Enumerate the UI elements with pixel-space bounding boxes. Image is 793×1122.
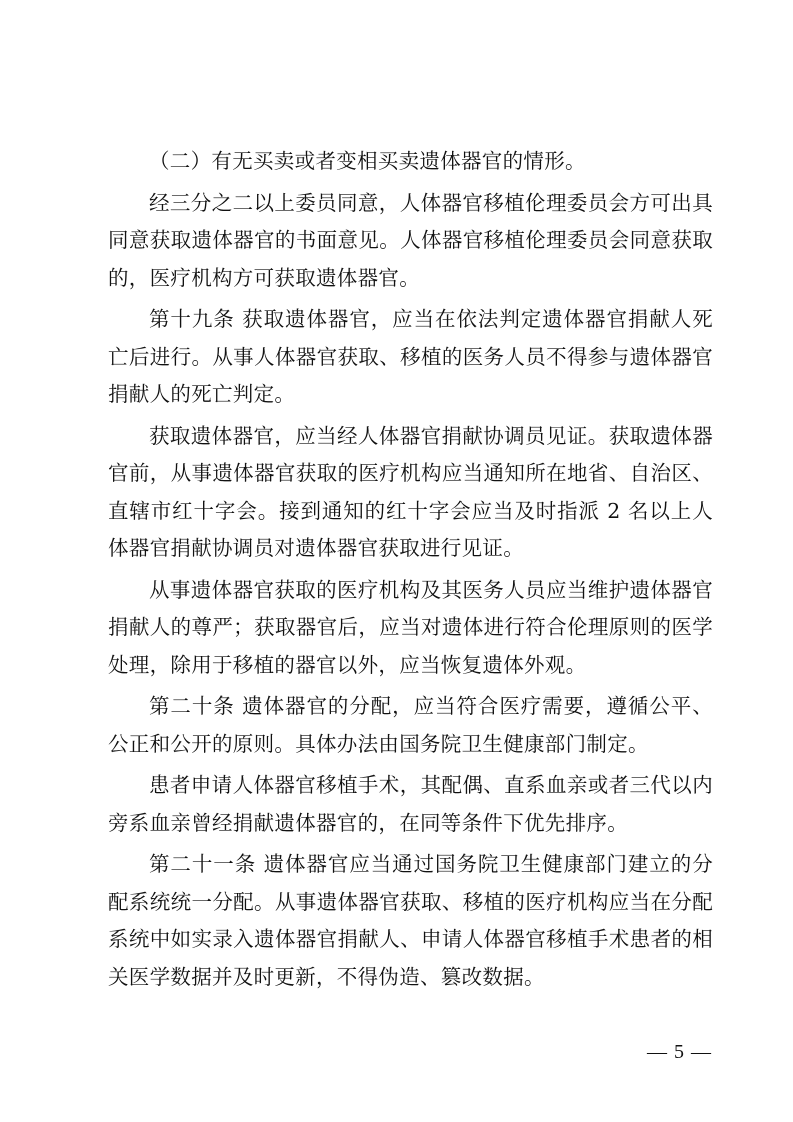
paragraph-item-2: （二）有无买卖或者变相买卖遗体器官的情形。: [149, 149, 586, 173]
paragraph-witness: 获取遗体器官，应当经人体器官捐献协调员见证。获取遗体器官前，从事遗体器官获取的医疗机构应当通知所在地省、自治区、直辖市红十字会。接到通知的红十字会应当及时指派 2 名以上人体器官捐献协调员对遗体器官获取进行见证。: [108, 423, 713, 560]
paragraph-article-19: 第十九条 获取遗体器官，应当在依法判定遗体器官捐献人死亡后进行。从事人体器官获取、移植的医务人员不得参与遗体器官捐献人的死亡判定。: [108, 307, 713, 406]
paragraph-article-20: 第二十条 遗体器官的分配，应当符合医疗需要，遵循公平、公正和公开的原则。具体办法由国务院卫生健康部门制定。: [108, 694, 713, 756]
document-body: [108, 143, 713, 996]
paragraph-committee-consent: 经三分之二以上委员同意，人体器官移植伦理委员会方可出具同意获取遗体器官的书面意见。人体器官移植伦理委员会同意获取的，医疗机构方可获取遗体器官。: [108, 190, 713, 290]
paragraph-article-21: 第二十一条 遗体器官应当通过国务院卫生健康部门建立的分配系统统一分配。从事遗体器官获取、移植的医疗机构应当在分配系统中如实录入遗体器官捐献人、申请人体器官移植手术患者的相关医学数据并及时更新，不得伪造、篡改数据。: [108, 852, 713, 989]
paragraph-dignity: 从事遗体器官获取的医疗机构及其医务人员应当维护遗体器官捐献人的尊严；获取器官后，应当对遗体进行符合伦理原则的医学处理，除用于移植的器官以外，应当恢复遗体外观。: [108, 577, 713, 677]
page-number: — 5 —: [647, 1041, 712, 1063]
paragraph-priority: 患者申请人体器官移植手术，其配偶、直系血亲或者三代以内旁系血亲曾经捐献遗体器官的，在同等条件下优先排序。: [108, 773, 713, 835]
